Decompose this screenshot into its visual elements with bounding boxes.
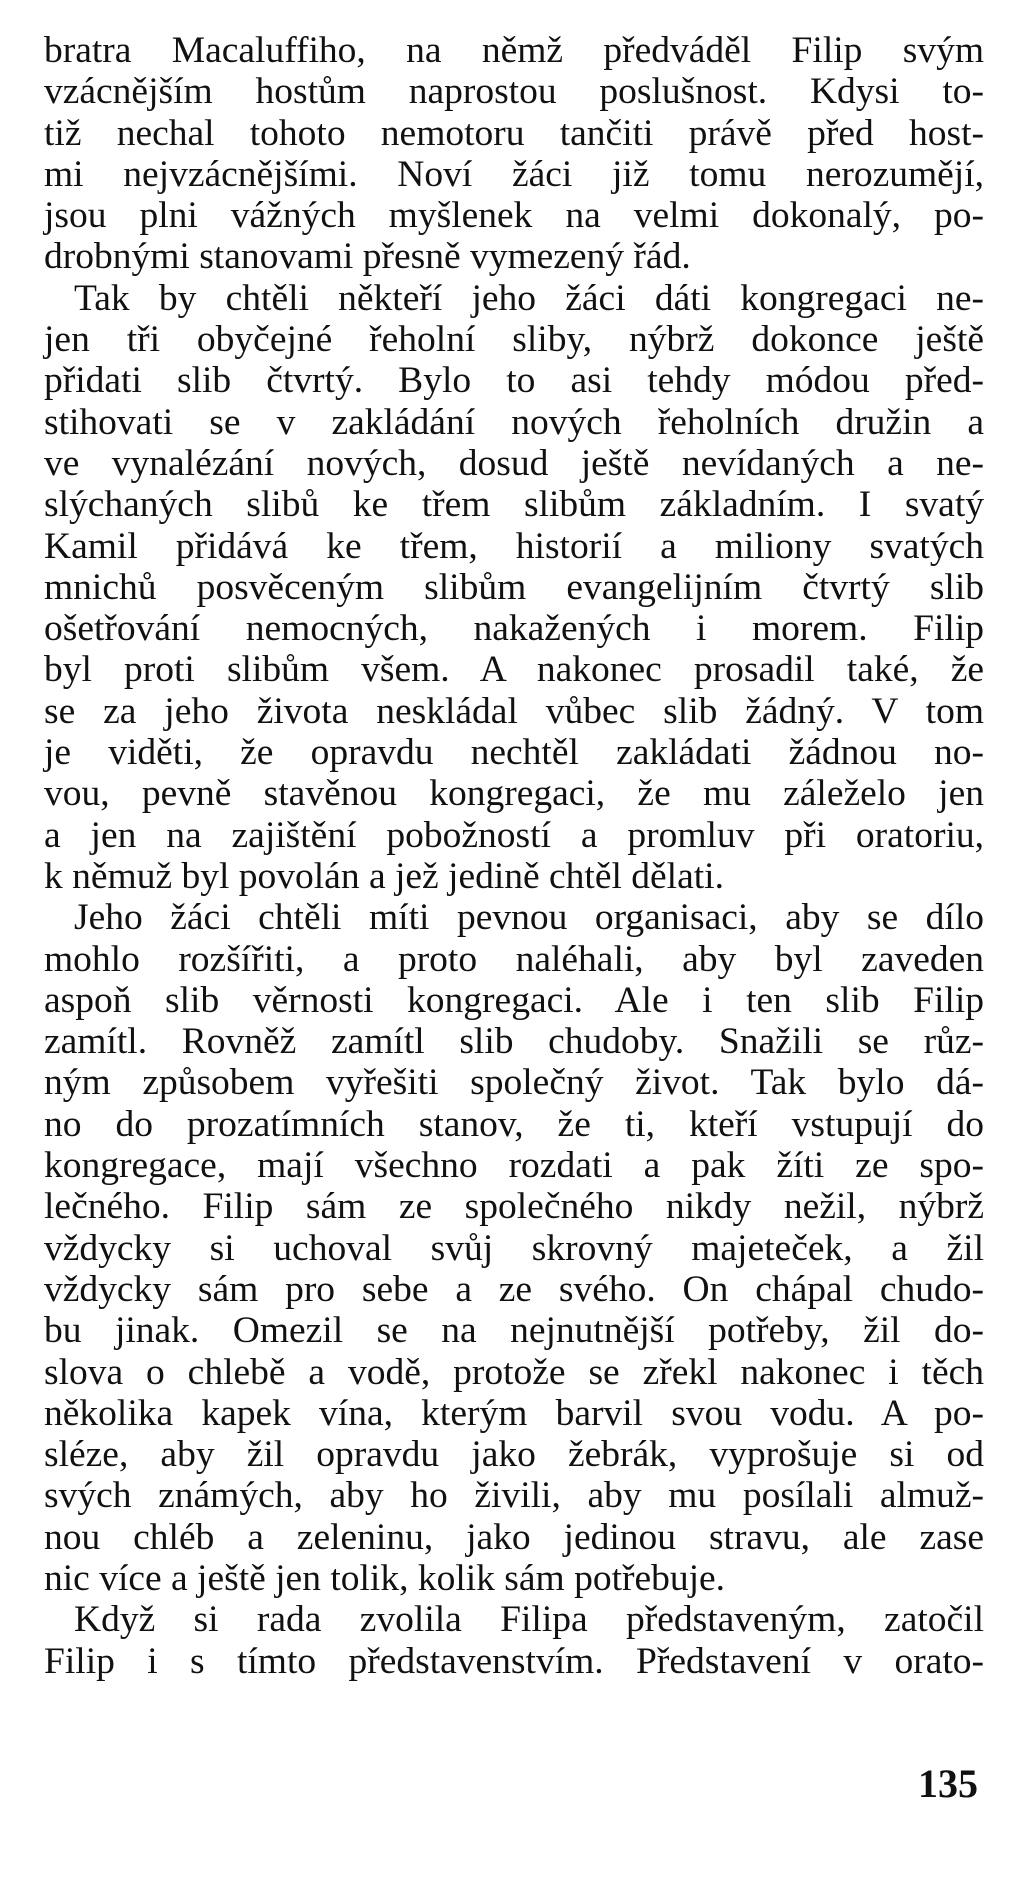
text-line: mi nejvzácnějšími. Noví žáci již tomu nerozumějí, [44, 153, 984, 195]
text-line: svých známých, aby ho živili, aby mu posílali almuž- [44, 1475, 984, 1517]
text-line: Filip i s tímto představenstvím. Představení v orato- [44, 1640, 984, 1682]
text-line: bratra Macaluffiho, na němž předváděl Filip svým [44, 30, 984, 71]
text-line: byl proti slibům všem. A nakonec prosadil také, že [44, 649, 984, 691]
text-line: zamítl. Rovněž zamítl slib chudoby. Snažili se růz- [44, 1021, 984, 1063]
text-line: drobnými stanovami přesně vymezený řád. [44, 236, 691, 278]
text-line: jen tři obyčejné řeholní sliby, nýbrž dokonce ještě [44, 319, 984, 361]
text-line: mnichů posvěceným slibům evangelijním čtvrtý slib [44, 566, 984, 608]
text-line: nic více a ještě jen tolik, kolik sám potřebuje. [44, 1557, 726, 1599]
text-line: slova o chlebě a vodě, protože se zřekl nakonec i těch [44, 1351, 984, 1393]
text-line: Když si rada zvolila Filipa představeným, zatočil [74, 1599, 984, 1641]
text-line: kongregace, mají všechno rozdati a pak žíti ze spo- [44, 1145, 984, 1187]
text-line: bu jinak. Omezil se na nejnutnější potřeby, žil do- [44, 1310, 984, 1352]
text-line: no do prozatímních stanov, že ti, kteří vstupují do [44, 1103, 984, 1145]
text-line: a jen na zajištění pobožností a promluv při oratoriu, [44, 814, 984, 856]
text-line: lečného. Filip sám ze společného nikdy nežil, nýbrž [44, 1186, 984, 1228]
page-body [44, 30, 984, 1682]
text-line: vždycky si uchoval svůj skrovný majeteček, a žil [44, 1227, 984, 1269]
text-line: Jeho žáci chtěli míti pevnou organisaci, aby se dílo [74, 897, 984, 939]
text-line: Tak by chtěli někteří jeho žáci dáti kongregaci ne- [74, 277, 984, 319]
text-line: vzácnějším hostům naprostou poslušnost. Kdysi to- [44, 71, 984, 113]
text-line: ným způsobem vyřešiti společný život. Tak bylo dá- [44, 1062, 984, 1104]
text-line: slýchaných slibů ke třem slibům základním. I svatý [44, 484, 984, 526]
text-line: ve vynalézání nových, dosud ještě nevídaných a ne- [44, 442, 984, 484]
text-line: tiž nechal tohoto nemotoru tančiti právě před host- [44, 112, 984, 154]
text-line: vždycky sám pro sebe a ze svého. On chápal chudo- [44, 1268, 984, 1310]
text-line: stihovati se v zakládání nových řeholních družin a [44, 401, 984, 443]
text-line: nou chléb a zeleninu, jako jedinou stravu, ale zase [44, 1516, 984, 1558]
page-number: 135 [918, 1761, 978, 1806]
text-line: aspoň slib věrnosti kongregaci. Ale i ten slib Filip [44, 979, 984, 1021]
text-line: mohlo rozšířiti, a proto naléhali, aby byl zaveden [44, 938, 984, 980]
text-line: jsou plni vážných myšlenek na velmi dokonalý, po- [44, 195, 984, 237]
text-line: přidati slib čtvrtý. Bylo to asi tehdy módou před- [44, 360, 984, 402]
paragraph-4 [44, 1599, 984, 1682]
text-line: ošetřování nemocných, nakažených i morem. Filip [44, 608, 984, 650]
text-line: k němuž byl povolán a jež jedině chtěl dělati. [44, 855, 724, 897]
paragraph-3 [44, 897, 984, 1599]
text-line: sléze, aby žil opravdu jako žebrák, vyprošuje si od [44, 1434, 984, 1476]
paragraph-1 [44, 30, 984, 278]
text-line: vou, pevně stavěnou kongregaci, že mu záleželo jen [44, 773, 984, 815]
text-line: několika kapek vína, kterým barvil svou vodu. A po- [44, 1392, 984, 1434]
text-line: se za jeho života neskládal vůbec slib žádný. V tom [44, 690, 984, 732]
text-line: Kamil přidává ke třem, historií a miliony svatých [44, 525, 984, 567]
paragraph-2 [44, 278, 984, 897]
text-line: je viděti, že opravdu nechtěl zakládati žádnou no- [44, 732, 984, 774]
